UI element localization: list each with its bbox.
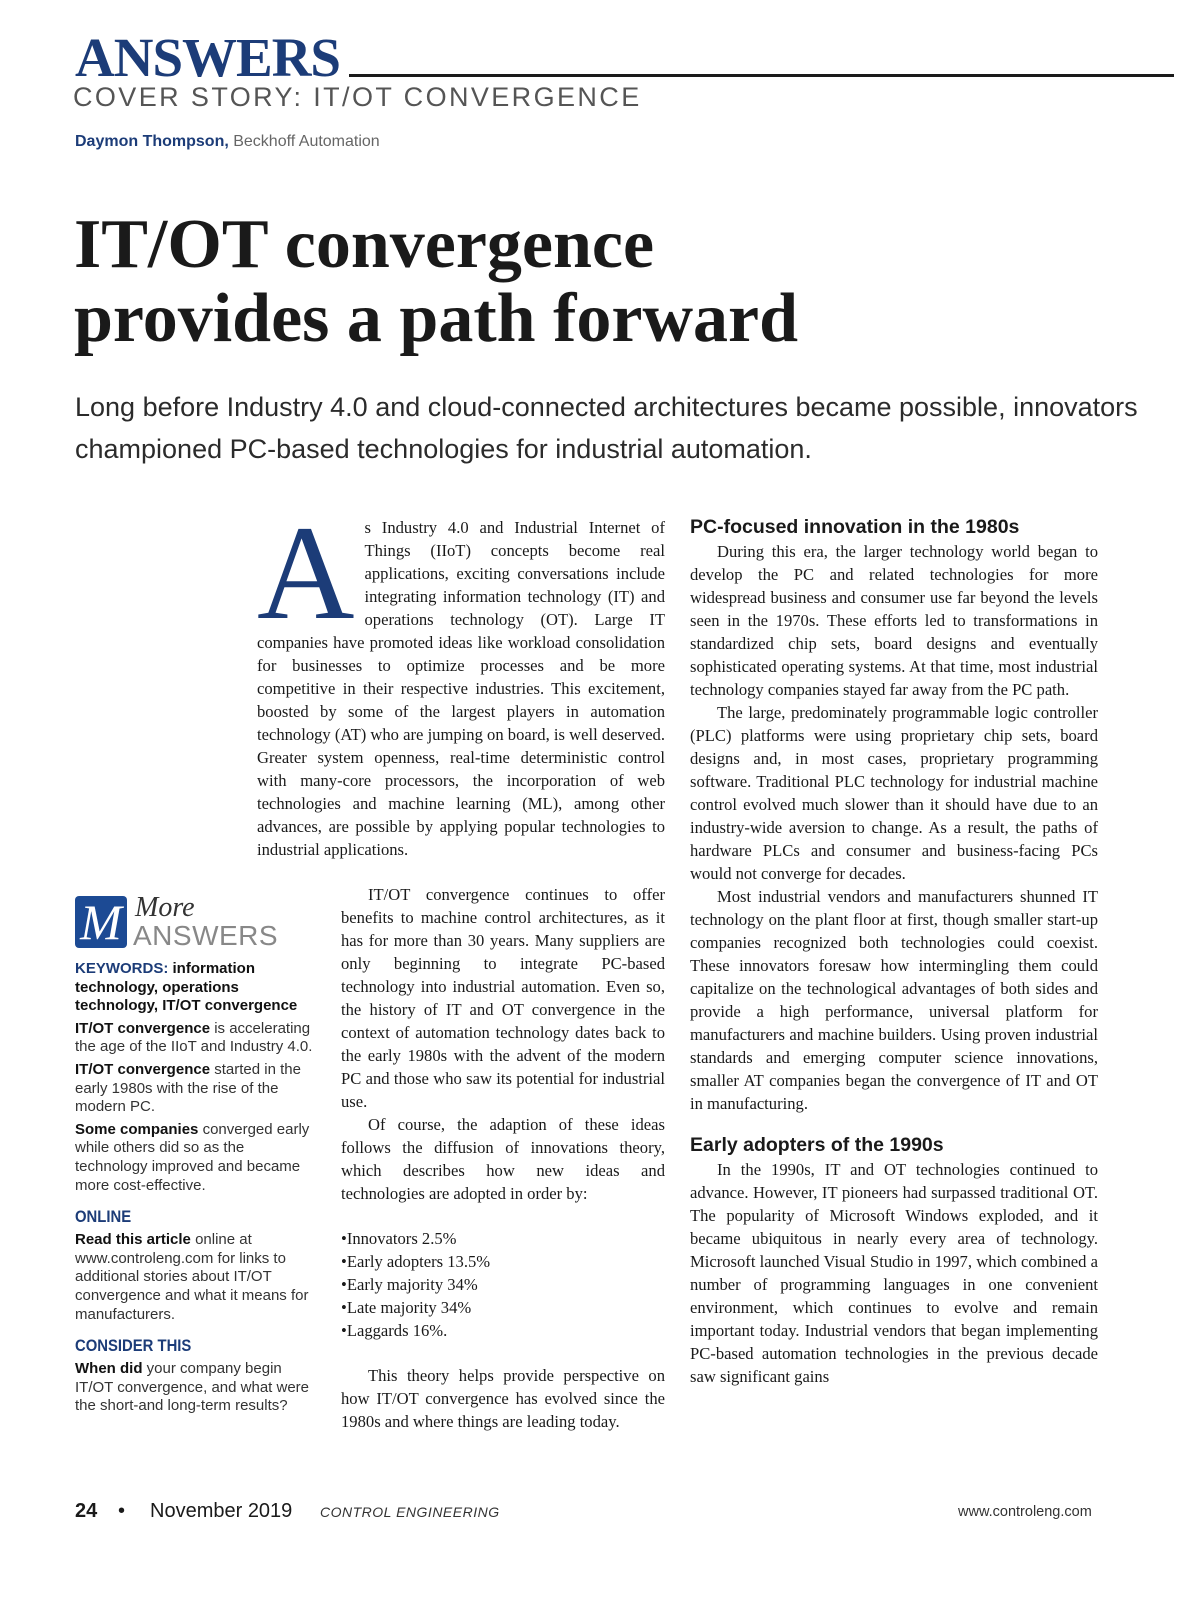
cover-story-kicker: COVER STORY: IT/OT CONVERGENCE	[73, 82, 642, 112]
intro-paragraph	[257, 499, 665, 861]
m-logo-icon: M	[75, 896, 127, 948]
online-text	[75, 1231, 315, 1324]
more-answers-logo	[75, 892, 315, 952]
logo-answers-text: ANSWERS	[133, 920, 279, 951]
headline-line-2: provides a path forward	[74, 280, 799, 357]
body-paragraph: In the 1990s, IT and OT technologies continued to advance. However, IT pioneers had surpassed traditional OT. The popularity of Microsoft Windows exploded, and it became ubiquitous in nearly every area of technology. Microsoft launched Visual Studio in 1997, which combined a number of programming languages in one convenient environment, which continues to evolve and remain important today. Industrial vendors that began implementing PC-based automation technologies in the previous decade saw significant gains	[690, 1160, 1098, 1386]
online-lead: Read this article	[75, 1231, 191, 1249]
body-paragraph: Most industrial vendors and manufacturers shunned IT technology on the plant floor at first, though smaller start-up companies recognized both technologies could coexist. These innovators foresaw how intermingling them could capitalize on the technological advantages of both sides and provide a high performance, universal platform for manufacturers and machine builders. Using proven industrial standards and emerging computer science innovations, smaller AT companies began the convergence of IT and OT in manufacturing.	[690, 887, 1098, 1113]
point-lead: IT/OT convergence	[75, 1060, 211, 1078]
list-item: • Innovators 2.5%	[341, 1227, 665, 1250]
subhead-1990s: Early adopters of the 1990s	[690, 1134, 944, 1156]
keywords-label: KEYWORDS:	[75, 960, 169, 977]
drop-cap: A	[257, 499, 355, 648]
consider-lead: When did	[75, 1360, 143, 1378]
point-lead: IT/OT convergence	[75, 1019, 211, 1037]
issue-date: November 2019	[150, 1500, 293, 1522]
intro-column	[257, 499, 665, 861]
headline-line-1: IT/OT convergence	[74, 206, 655, 283]
adopter-list	[341, 1227, 665, 1342]
subhead-1980s: PC-focused innovation in the 1980s	[690, 516, 1020, 538]
consider-text	[75, 1360, 315, 1416]
consider-heading: CONSIDER THIS	[75, 1337, 192, 1356]
sidebar-point	[75, 1020, 315, 1057]
online-body: online at www.controleng.com for links to additional stories about IT/OT convergence and what it means for manufacturers.	[75, 1231, 309, 1323]
footer-bullet: •	[118, 1500, 126, 1522]
byline	[75, 132, 380, 151]
intro-text: s Industry 4.0 and Industrial Internet of Things (IIoT) concepts become real applications, exciting conversations include integrating information technology (IT) and operations technology (OT). Large IT companies have promoted ideas like workload consolidation for businesses to optimize processes and be more competitive in their respective industries. This excitement, boosted by some of the largest players in automation technology (AT) who are jumping on board, is well deserved. Greater system openness, real-time deterministic control with many-core processors, the incorporation of web technologies and machine learning (ML), among other advances, are possible by applying popular technologies to industrial applications.	[257, 518, 665, 859]
list-item: • Laggards 16%.	[341, 1319, 665, 1342]
consider-body: your company begin IT/OT convergence, and what were the short-and long-term results?	[75, 1360, 310, 1415]
body-paragraph: This theory helps provide perspective on how IT/OT convergence has evolved since the 1980s and where things are leading today.	[341, 1366, 665, 1431]
body-paragraph: IT/OT convergence continues to offer benefits to machine control architectures, as it has for more than 30 years. Many suppliers are only beginning to integrate PC-based technology into industrial automation. Even so, the history of IT and OT convergence in the context of automation technology dates back to the early 1980s with the advent of the modern PC and those who saw its potential for industrial use.	[341, 885, 665, 1111]
point-lead: Some companies	[75, 1120, 199, 1138]
more-answers-sidebar	[75, 892, 315, 1420]
online-heading: ONLINE	[75, 1208, 132, 1227]
point-text: converged early while others did so as the technology improved and became more cost-effective.	[75, 1120, 310, 1194]
right-column	[690, 515, 1098, 1388]
list-item: • Late majority 34%	[341, 1296, 665, 1319]
keywords-value: information technology, operations technology, IT/OT convergence	[75, 960, 298, 1015]
logo-more-text: More	[135, 892, 195, 923]
headline	[74, 208, 1154, 356]
body-paragraph: During this era, the larger technology world began to develop the PC and related technologies for more widespread business and consumer use far beyond the levels seen in the 1970s. These efforts led to transformations in standardized chip sets, board designs and eventually sophisticated operating systems. At that time, most industrial technology companies stayed far away from the PC path.	[690, 542, 1098, 699]
header-rule	[349, 74, 1174, 77]
sidebar-point	[75, 1061, 315, 1117]
author-company: Beckhoff Automation	[233, 133, 380, 150]
section-title: ANSWERS	[75, 27, 341, 88]
body-paragraph: Of course, the adaption of these ideas follows the diffusion of innovations theory, which describes how new ideas and technologies are adopted in order by:	[341, 1115, 665, 1203]
list-item: • Early adopters 13.5%	[341, 1250, 665, 1273]
sidebar-point	[75, 1121, 315, 1195]
middle-column	[341, 883, 665, 1433]
publication-name: CONTROL ENGINEERING	[320, 1504, 500, 1520]
author-name: Daymon Thompson,	[75, 133, 229, 150]
page-number: 24	[75, 1500, 98, 1522]
body-paragraph: The large, predominately programmable logic controller (PLC) platforms were using proprietary chip sets, board designs and, in most cases, proprietary programming software. Traditional PLC technology for industrial machine control evolved much slower than it should have due to an industry-wide aversion to change. As a result, the paths of hardware PLCs and consumer and business-facing PCs would not converge for decades.	[690, 703, 1098, 883]
point-text: started in the early 1980s with the rise of the modern PC.	[75, 1060, 301, 1116]
keywords	[75, 960, 315, 1016]
publication-url: www.controleng.com	[958, 1504, 1092, 1520]
deck: Long before Industry 4.0 and cloud-connected architectures became possible, innovators championed PC-based technologies for industrial automation.	[75, 392, 1138, 464]
list-item: • Early majority 34%	[341, 1273, 665, 1296]
point-text: is accelerating the age of the IIoT and Industry 4.0.	[75, 1019, 313, 1056]
